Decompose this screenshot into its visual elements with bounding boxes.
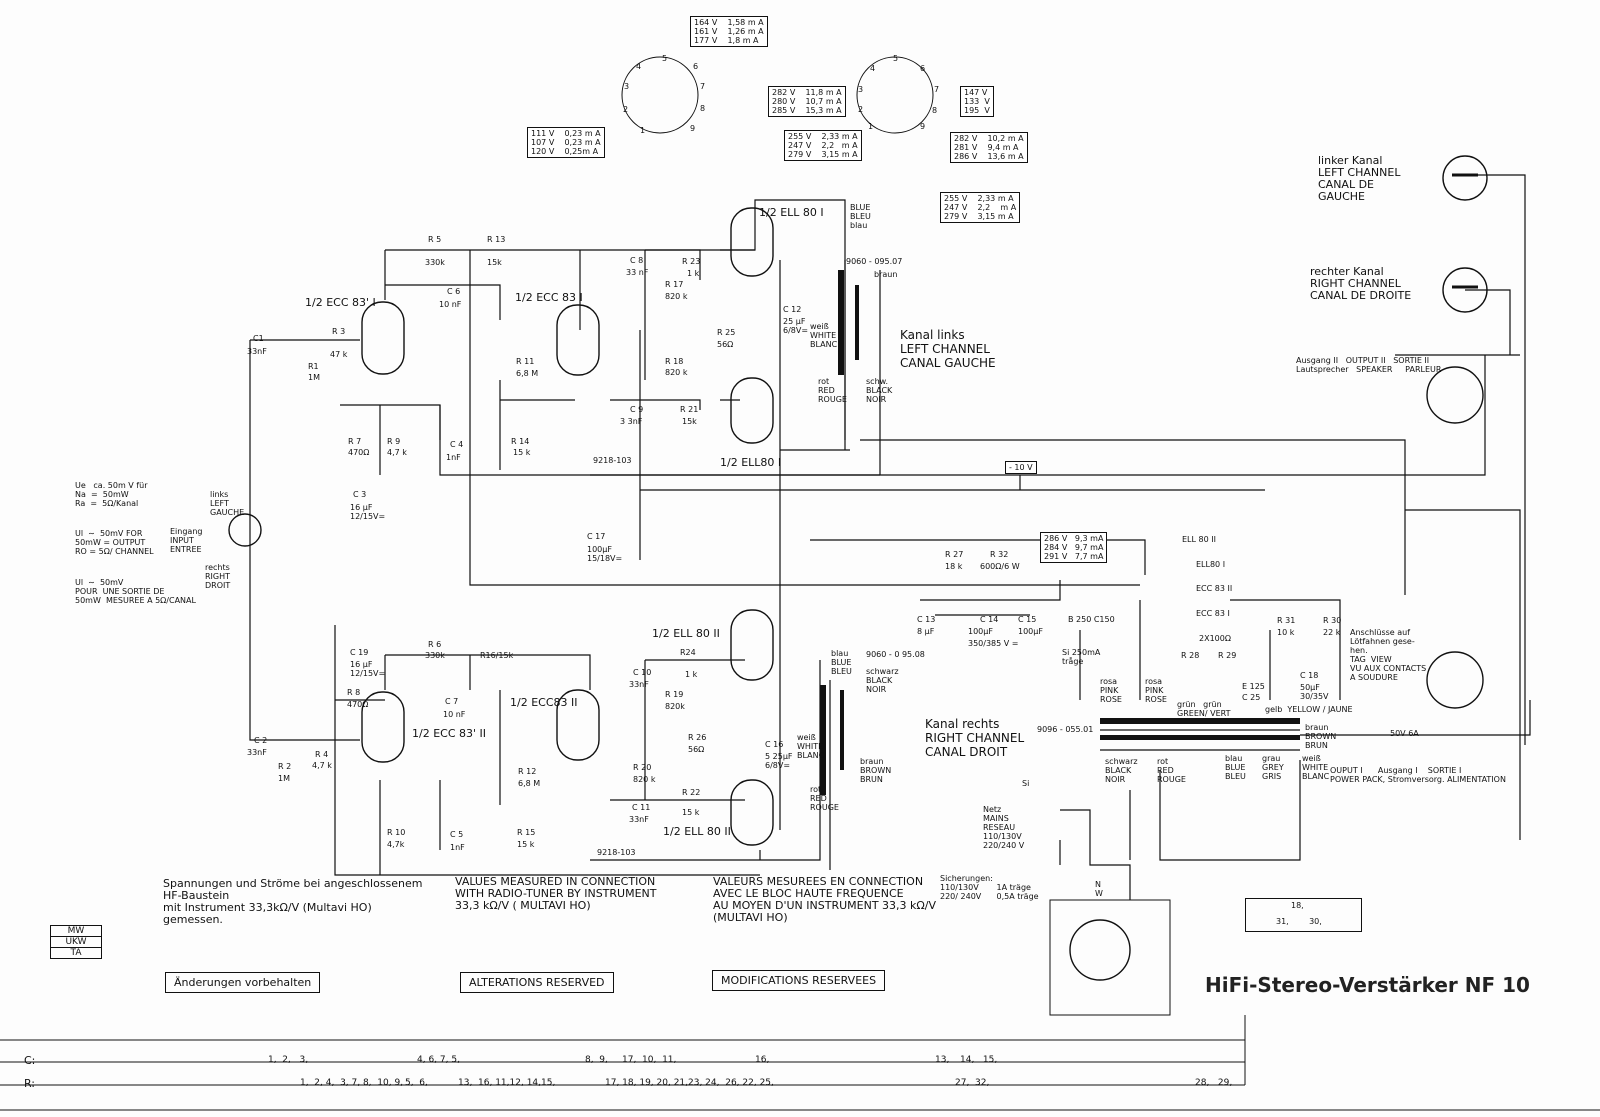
component-value: 100µF bbox=[1018, 627, 1043, 636]
tube-label: 1/2 ECC83 II bbox=[510, 696, 578, 709]
component-value: 15 k bbox=[513, 448, 531, 457]
pin-label: 4 bbox=[636, 62, 642, 71]
component-value: 33nF bbox=[247, 347, 267, 356]
capacitor-index: 4, 6, 7, 5, bbox=[417, 1055, 460, 1065]
component-value: 10 nF bbox=[439, 300, 462, 309]
wire-color-label: weiß WHITE BLANC bbox=[797, 733, 825, 760]
pin-label: 1 bbox=[640, 126, 646, 135]
input-right-label: rechts RIGHT DROIT bbox=[205, 563, 231, 590]
component-value: 1M bbox=[308, 373, 320, 382]
component-label: E 125 bbox=[1242, 682, 1265, 691]
measurement-note-de: Spannungen und Ströme bei angeschlossenem HF-Baustein mit Instrument 33,3kΩ/V (Multavi HO) gemessen. bbox=[163, 877, 423, 926]
pin-label: 2 bbox=[623, 105, 629, 114]
speaker-left-label: linker Kanal LEFT CHANNEL CANAL DE GAUCHE bbox=[1318, 154, 1401, 203]
tube-label: 1/2 ELL 80 II bbox=[663, 825, 731, 838]
capacitor-index: 16, bbox=[755, 1055, 770, 1065]
transformer-label: 9060 - 0 95.08 bbox=[866, 650, 925, 659]
input-spec-fr: Ul ∼ 50mV POUR UNE SORTIE DE 50mW MESUREE A 5Ω/CANAL bbox=[75, 578, 196, 605]
output-socket bbox=[1427, 652, 1483, 708]
component-value: 330k bbox=[425, 651, 445, 660]
speaker-right-label: rechter Kanal RIGHT CHANNEL CANAL DE DROITE bbox=[1310, 265, 1412, 302]
component-value: 18 k bbox=[945, 562, 963, 571]
resistor-index: 1, 2, 4, 3, 7, 8, 10, 9, bbox=[300, 1078, 404, 1088]
component-label: C 7 bbox=[445, 697, 459, 706]
choke-label: 9218-103 bbox=[597, 848, 636, 857]
mains-selector-label: N W bbox=[1095, 880, 1103, 898]
drawing-title: HiFi-Stereo-Verstärker NF 10 bbox=[1205, 973, 1530, 997]
component-value: 350/385 V = bbox=[968, 639, 1019, 648]
mains-selector-frame bbox=[1050, 900, 1170, 1015]
component-label: C 6 bbox=[447, 287, 461, 296]
mode-ukw: UKW bbox=[51, 937, 101, 948]
component-label: C 12 bbox=[783, 305, 802, 314]
right-channel-label: Kanal rechts RIGHT CHANNEL CANAL DROIT bbox=[925, 717, 1025, 759]
component-value: 16 µF 12/15V= bbox=[350, 503, 386, 521]
input-spec-de: Ue ca. 50m V für Na = 50mW Ra = 5Ω/Kanal bbox=[75, 481, 148, 508]
component-label: R 14 bbox=[511, 437, 530, 446]
component-value: 820 k bbox=[665, 368, 688, 377]
capacitor-index: 13, bbox=[935, 1055, 950, 1065]
component-value: 1M bbox=[278, 774, 290, 783]
heater-label: ECC 83 I bbox=[1196, 609, 1230, 618]
fuse-label: Si 250mA tråge bbox=[1062, 648, 1101, 666]
input-left-label: links LEFT GAUCHE bbox=[210, 490, 245, 517]
component-value: 33nF bbox=[247, 748, 267, 757]
component-value: 4,7 k bbox=[312, 761, 332, 770]
ell80-bottom-left-measurement: 255 V 2,33 m A 247 V 2,2 m A 279 V 3,15 m A bbox=[784, 130, 862, 161]
component-label: R 9 bbox=[387, 437, 401, 446]
component-label: C 4 bbox=[450, 440, 464, 449]
pin-label: 7 bbox=[934, 85, 940, 94]
wire-color-label: rot RED ROUGE bbox=[818, 377, 847, 404]
heater-label: ECC 83 II bbox=[1196, 584, 1233, 593]
component-label: R 31 bbox=[1277, 616, 1296, 625]
component-label: R 12 bbox=[518, 767, 537, 776]
component-value: 22 k bbox=[1323, 628, 1341, 637]
alterations-note-de: Änderungen vorbehalten bbox=[165, 972, 320, 993]
ell80-right2-measurement: 282 V 10,2 m A 281 V 9,4 m A 286 V 13,6 m A bbox=[950, 132, 1028, 163]
component-label: R 15 bbox=[517, 828, 536, 837]
component-label: C 5 bbox=[450, 830, 464, 839]
fuse-label: 50V 6A bbox=[1390, 729, 1419, 738]
component-label: C 14 bbox=[980, 615, 999, 624]
component-value: 56Ω bbox=[688, 745, 705, 754]
component-label: C 18 bbox=[1300, 671, 1319, 680]
pin-label: 6 bbox=[920, 64, 926, 73]
measurement-note-fr: VALEURS MESUREES EN CONNECTION AVEC LE BLOC HAUTE FREQUENCE AU MOYEN D'UN INSTRUMENT 33,3 kΩ/V (MULTAVI HO) bbox=[713, 875, 937, 924]
component-value: 1nF bbox=[450, 843, 465, 852]
wire-color-label: rot RED ROUGE bbox=[1157, 757, 1186, 784]
speaker-symbol bbox=[1443, 156, 1487, 200]
component-label: C 25 bbox=[1242, 693, 1261, 702]
pin-label: 8 bbox=[700, 104, 706, 113]
reference-value: 31, 30, bbox=[1276, 917, 1322, 926]
capacitor-index: 14, 15, bbox=[960, 1055, 998, 1065]
component-label: R24 bbox=[680, 648, 696, 657]
wire-color-label: grün grün GREEN/ VERT bbox=[1177, 700, 1231, 718]
mode-selector bbox=[50, 925, 102, 959]
component-value: 6,8 M bbox=[516, 369, 539, 378]
ell80-right-measurement: 147 V 133 V 195 V bbox=[960, 86, 994, 117]
pin-label: 4 bbox=[870, 64, 876, 73]
heater-label: ELL80 I bbox=[1196, 560, 1226, 569]
component-value: 1 k bbox=[685, 670, 698, 679]
pin-label: 5 bbox=[662, 54, 668, 63]
tube-envelope bbox=[731, 378, 773, 443]
wire-color-label: BLUE BLEU blau bbox=[850, 203, 871, 230]
ell80-bottom-right-measurement: 255 V 2,33 m A 247 V 2,2 m A 279 V 3,15 m A bbox=[940, 192, 1020, 223]
tube-label: 1/2 ELL 80 I bbox=[759, 206, 824, 219]
component-label: R 8 bbox=[347, 688, 361, 697]
component-value: 6,8 M bbox=[518, 779, 541, 788]
tube-label: 1/2 ELL 80 II bbox=[652, 627, 720, 640]
component-label: C 8 bbox=[630, 256, 644, 265]
tube-label: 1/2 ECC 83 I bbox=[515, 291, 583, 304]
tube-label: 1/2 ECC 83' II bbox=[412, 727, 487, 740]
mode-ta: TA bbox=[70, 948, 82, 958]
resistor-index: 28, 29, bbox=[1195, 1078, 1233, 1088]
component-label: R 25 bbox=[717, 328, 736, 337]
component-label: C 13 bbox=[917, 615, 936, 624]
pin-label: 3 bbox=[858, 85, 864, 94]
capacitor-index: 17, 10, 11, bbox=[622, 1055, 677, 1065]
wire-color-label: braun BROWN BRUN bbox=[1305, 723, 1337, 750]
wire-color-label: schwarz BLACK NOIR bbox=[1105, 757, 1138, 784]
component-label: R 18 bbox=[665, 357, 684, 366]
component-value: 1nF bbox=[446, 453, 461, 462]
component-label: R1 bbox=[308, 362, 319, 371]
component-label: C1 bbox=[253, 334, 264, 343]
component-label: R 30 bbox=[1323, 616, 1342, 625]
bias-voltage-label: - 10 V bbox=[1005, 461, 1037, 474]
component-label: C 19 bbox=[350, 648, 369, 657]
component-label: R 29 bbox=[1218, 651, 1237, 660]
output1-label: OUPUT I Ausgang I SORTIE I POWER PACK, Stromversorg. ALIMENTATION bbox=[1330, 766, 1506, 784]
output2-label: Ausgang II OUTPUT II SORTIE II Lautsprecher SPEAKER PARLEUR bbox=[1296, 356, 1442, 374]
component-label: R 23 bbox=[682, 257, 701, 266]
component-value: 820 k bbox=[665, 292, 688, 301]
component-label: C 3 bbox=[353, 490, 367, 499]
wire-color-label: rosa PINK ROSE bbox=[1100, 677, 1122, 704]
resistor-index: 5, 6, bbox=[405, 1078, 428, 1088]
component-label: R 21 bbox=[680, 405, 699, 414]
component-value: 10 nF bbox=[443, 710, 466, 719]
pin-label: 1 bbox=[868, 122, 874, 131]
heater-label: ELL 80 II bbox=[1182, 535, 1216, 544]
component-value: 5 25µF 6/8V= bbox=[765, 752, 793, 770]
pin-label: 3 bbox=[624, 82, 630, 91]
fuse-note: Sicherungen: 110/130V 1A träge 220/ 240V 0,5A träge bbox=[940, 874, 1039, 901]
component-value: 470Ω bbox=[348, 448, 370, 457]
resistor-index: 27, 32, bbox=[955, 1078, 990, 1088]
wire-color-label: blau BLUE BLEU bbox=[1225, 754, 1246, 781]
component-value: 820k bbox=[665, 702, 685, 711]
capacitor-index-label: C: bbox=[24, 1054, 36, 1067]
capacitor-index: 1, 2, 3, bbox=[268, 1055, 309, 1065]
component-label: R 17 bbox=[665, 280, 684, 289]
component-value: 4,7 k bbox=[387, 448, 407, 457]
component-label: R 26 bbox=[688, 733, 707, 742]
input-spec-en: Ul ∼ 50mV FOR 50mW = OUTPUT RO = 5Ω/ CHANNEL bbox=[75, 529, 154, 556]
capacitor-index: 8, 9, bbox=[585, 1055, 608, 1065]
wire-color-label: schwarz BLACK NOIR bbox=[866, 667, 899, 694]
wire-color-label: weiß WHITE BLANC bbox=[1302, 754, 1330, 781]
wire-color-label: braun BROWN BRUN bbox=[860, 757, 892, 784]
component-label: R 20 bbox=[633, 763, 652, 772]
component-label: R 2 bbox=[278, 762, 292, 771]
pin-label: 5 bbox=[893, 54, 899, 63]
power-transformer-core bbox=[1100, 718, 1300, 724]
fuse-label: Si bbox=[1022, 779, 1030, 788]
wire-color-label: rosa PINK ROSE bbox=[1145, 677, 1167, 704]
component-label: C 10 bbox=[633, 668, 652, 677]
mains-label: Netz MAINS RESEAU 110/130V 220/240 V bbox=[983, 805, 1025, 850]
component-value: 8 µF bbox=[917, 627, 935, 636]
component-value: 820 k bbox=[633, 775, 656, 784]
component-value: 15 k bbox=[682, 808, 700, 817]
wire-color-label: rot RED ROUGE bbox=[810, 785, 839, 812]
component-label: R 10 bbox=[387, 828, 406, 837]
output-socket bbox=[1427, 367, 1483, 423]
component-value: 470Ω bbox=[347, 700, 369, 709]
pin-label: 7 bbox=[700, 82, 706, 91]
choke-label: 9218-103 bbox=[593, 456, 632, 465]
power-transformer-core bbox=[1100, 735, 1300, 740]
measurement-note-en: VALUES MEASURED IN CONNECTION WITH RADIO-TUNER BY INSTRUMENT 33,3 kΩ/V ( MULTAVI HO) bbox=[455, 875, 657, 912]
component-label: R16/15k bbox=[480, 651, 514, 660]
component-label: C 2 bbox=[254, 736, 268, 745]
resistor-index-label: R: bbox=[24, 1077, 36, 1090]
reference-box bbox=[1245, 898, 1362, 932]
component-value: 2X100Ω bbox=[1199, 634, 1231, 643]
component-value: 16 µF 12/15V= bbox=[350, 660, 386, 678]
component-label: R 5 bbox=[428, 235, 442, 244]
component-label: R 32 bbox=[990, 550, 1009, 559]
component-value: 50µF 30/35V bbox=[1300, 683, 1329, 701]
transformer-core bbox=[838, 270, 844, 375]
left-channel-label: Kanal links LEFT CHANNEL CANAL GAUCHE bbox=[900, 328, 996, 370]
component-label: R 6 bbox=[428, 640, 442, 649]
bridge-rectifier-label: B 250 C150 bbox=[1068, 615, 1115, 624]
alterations-note-en: ALTERATIONS RESERVED bbox=[460, 972, 614, 993]
reference-value: 18, bbox=[1291, 901, 1304, 910]
ell80-left-measurement: 282 V 11,8 m A 280 V 10,7 m A 285 V 15,3 m A bbox=[768, 86, 846, 117]
component-label: C 16 bbox=[765, 740, 784, 749]
component-label: R 22 bbox=[682, 788, 701, 797]
component-value: 15k bbox=[487, 258, 502, 267]
component-label: R 19 bbox=[665, 690, 684, 699]
transformer-core bbox=[840, 690, 844, 770]
component-value: 25 µF 6/8V= bbox=[783, 317, 809, 335]
component-value: 600Ω/6 W bbox=[980, 562, 1020, 571]
component-value: 330k bbox=[425, 258, 445, 267]
tube-envelope bbox=[731, 610, 773, 680]
ecc83-left-measurement: 111 V 0,23 m A 107 V 0,23 m A 120 V 0,25m A bbox=[527, 127, 605, 158]
tube-label: 1/2 ELL80 I bbox=[720, 456, 782, 469]
mains-switch bbox=[1070, 920, 1130, 980]
pin-label: 9 bbox=[920, 122, 926, 131]
component-label: R 11 bbox=[516, 357, 535, 366]
component-label: C 15 bbox=[1018, 615, 1037, 624]
wire-color-label: schw. BLACK NOIR bbox=[866, 377, 893, 404]
component-value: 47 k bbox=[330, 350, 348, 359]
pin-label: 6 bbox=[693, 62, 699, 71]
tube-label: 1/2 ECC 83' I bbox=[305, 296, 376, 309]
transformer-label: 9096 - 055.01 bbox=[1037, 725, 1094, 734]
component-value: 3 3nF bbox=[620, 417, 643, 426]
component-label: R 3 bbox=[332, 327, 346, 336]
component-label: R 28 bbox=[1181, 651, 1200, 660]
tube-envelope bbox=[557, 305, 599, 375]
ecc83-pin-diagram bbox=[622, 57, 698, 133]
tag-view-note: Anschlüsse auf Lötfahnen gese- hen. TAG VIEW VU AUX CONTACTS A SOUDURE bbox=[1350, 628, 1427, 682]
pin-label: 9 bbox=[690, 124, 696, 133]
tube-envelope bbox=[362, 302, 404, 374]
alterations-note-fr: MODIFICATIONS RESERVEES bbox=[712, 970, 885, 991]
component-label: R 7 bbox=[348, 437, 362, 446]
resistor-index: 17, 18, 19, 20, 21,23, 24, 26, 22, 25, bbox=[605, 1078, 774, 1088]
pin-label: 2 bbox=[858, 105, 864, 114]
wire-color-label: blau BLUE BLEU bbox=[831, 649, 852, 676]
pin-label: 8 bbox=[932, 106, 938, 115]
component-value: 10 k bbox=[1277, 628, 1295, 637]
component-label: R 4 bbox=[315, 750, 329, 759]
component-value: 15k bbox=[682, 417, 697, 426]
mode-mw: MW bbox=[51, 926, 101, 937]
tube-envelope bbox=[731, 780, 773, 845]
wire-color-label: gelb YELLOW / JAUNE bbox=[1265, 705, 1353, 714]
input-socket bbox=[229, 514, 261, 546]
component-value: 33 nF bbox=[626, 268, 649, 277]
wire-color-label: grau GREY GRIS bbox=[1262, 754, 1284, 781]
ecc83-top-measurement: 164 V 1,58 m A 161 V 1,26 m A 177 V 1,8 m A bbox=[690, 16, 768, 47]
component-value: 100µF bbox=[968, 627, 993, 636]
component-label: R 13 bbox=[487, 235, 506, 244]
transformer-label: 9060 - 095.07 bbox=[846, 257, 903, 266]
component-label: C 9 bbox=[630, 405, 644, 414]
component-label: R 27 bbox=[945, 550, 964, 559]
wire-color-label: braun bbox=[874, 270, 898, 279]
component-value: 33nF bbox=[629, 815, 649, 824]
input-label: Eingang INPUT ENTREE bbox=[170, 527, 203, 554]
component-value: 15 k bbox=[517, 840, 535, 849]
component-value: 56Ω bbox=[717, 340, 734, 349]
transformer-core bbox=[855, 285, 859, 360]
wire-color-label: weiß WHITE BLANC bbox=[810, 322, 838, 349]
psu-measurement: 286 V 9,3 mA 284 V 9,7 mA 291 V 7,7 mA bbox=[1040, 532, 1107, 563]
resistor-index: 13, 16, 11,12, 14,15, bbox=[458, 1078, 556, 1088]
component-value: 4,7k bbox=[387, 840, 405, 849]
component-label: C 11 bbox=[632, 803, 651, 812]
component-value: 33nF bbox=[629, 680, 649, 689]
component-value: 1 k bbox=[687, 269, 700, 278]
component-label: C 17 bbox=[587, 532, 606, 541]
component-value: 100µF 15/18V= bbox=[587, 545, 623, 563]
